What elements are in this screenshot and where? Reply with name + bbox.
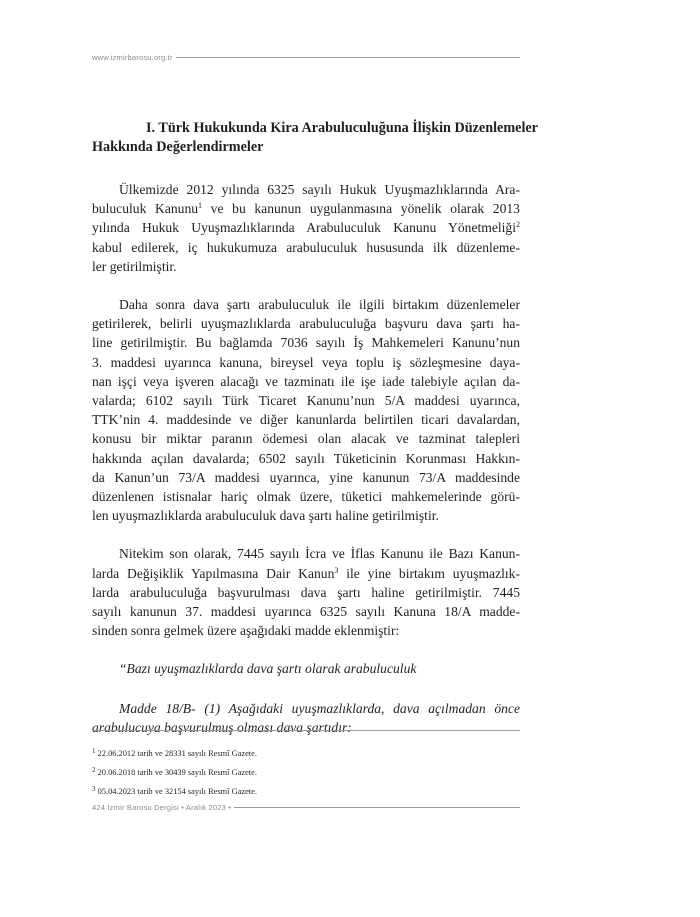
p1-line-3: yılında Hukuk Uyuşmazlıklarında Arabuluculuk Kanunu Yönetmeliği$^2$ xyxy=(92,220,520,236)
p2-line-4: 3. maddesi uyarınca kanuna, bireysel veya toplu iş sözleşmesine daya- xyxy=(92,354,520,370)
footnote-divider xyxy=(92,730,520,731)
paragraph-3 xyxy=(92,544,520,640)
header-url: www.izmirbarosu.org.tr xyxy=(92,53,173,62)
footnote-2: $^2$ 20.06.2018 tarih ve 30439 sayılı Resmî Gazete. xyxy=(92,766,257,777)
p2-line-8: konusu bir miktar paranın ödemesi olan alacak ve tazminat talepleri xyxy=(92,431,520,447)
p1-line-2: buluculuk Kanunu$^1$ ve bu kanunun uygulanmasına yönelik olarak 2013 xyxy=(92,201,520,217)
page-footer xyxy=(92,803,520,812)
section-heading-cont xyxy=(92,138,520,157)
page-body xyxy=(92,119,538,737)
p2-line-10: da Kanun’un 73/A maddesi uyarınca, yine kanunun 73/A maddesinde xyxy=(92,469,520,485)
footer-divider xyxy=(234,807,520,808)
footer-text: 424 İzmir Barosu Dergisi • Aralık 2023 • xyxy=(92,803,232,812)
quote-article-line-2: arabulucuya başvurulmuş olması dava şartıdır: xyxy=(92,719,352,735)
p2-line-1: Daha sonra dava şartı arabuluculuk ile ilgili birtakım düzenlemeler xyxy=(119,297,520,313)
p2-line-5: nan işçi veya işveren alacağı ve tazminatı ile işe iade talebiyle açılan da- xyxy=(92,373,520,389)
footnote-ref-3: 3 xyxy=(334,565,339,575)
p2-line-6: valarda; 6102 sayılı Türk Ticaret Kanunu’nun 5/A maddesi uyarınca, xyxy=(92,393,520,409)
footnote-number: 3 xyxy=(92,785,96,793)
footnote-1: $^1$ 22.06.2012 tarih ve 28331 sayılı Resmî Gazete. xyxy=(92,747,257,758)
p2-line-12: len uyuşmazlıklarda arabuluculuk dava şartı haline getirilmiştir. xyxy=(92,508,439,524)
heading-line-1: I. Türk Hukukunda Kira Arabuluculuğuna İlişkin Düzenlemeler xyxy=(146,120,538,136)
footnotes xyxy=(92,744,520,801)
section-heading xyxy=(92,119,538,138)
p1-line-5: ler getirilmiştir. xyxy=(92,258,177,274)
footnote-number: 1 xyxy=(92,747,96,755)
page-header xyxy=(92,53,520,62)
p3-line-3: larda arabuluculuğa başvurulması dava şartı haline getirilmiştir. 7445 xyxy=(92,584,520,600)
quote-title xyxy=(92,659,520,678)
p1-line-4: kabul edilerek, iç hukukumuza arabuluculuk hususunda ilk düzenleme- xyxy=(92,239,520,255)
p3-line-2: larda Değişiklik Yapılmasına Dair Kanun$^3$ ile yine birtakım uyuşmazlık- xyxy=(92,565,521,581)
footnote-ref-2: 2 xyxy=(516,220,520,230)
paragraph-1 xyxy=(92,180,520,276)
footnote-number: 2 xyxy=(92,766,96,774)
footnote-ref-1: 1 xyxy=(198,201,203,211)
header-divider xyxy=(176,57,520,58)
p3-line-5: sinden sonra gelmek üzere aşağıdaki madde eklenmiştir: xyxy=(92,623,400,639)
quote-article xyxy=(92,699,520,737)
quote-line-1: “Bazı uyuşmazlıklarda dava şartı olarak arabuluculuk xyxy=(119,661,417,677)
paragraph-2 xyxy=(92,295,520,525)
p2-line-7: TTK’nin 4. maddesinde ve diğer kanunlarda belirtilen ticari davalardan, xyxy=(92,412,520,428)
p2-line-2: getirilerek, belirli uyuşmazlıklarda arabuluculuğa başvuru dava şartı ha- xyxy=(92,316,520,332)
quote-article-line-1: Madde 18/B- (1) Aşağıdaki uyuşmazlıklarda, dava açılmadan önce xyxy=(119,700,520,716)
heading-line-2: Hakkında Değerlendirmeler xyxy=(92,139,264,155)
p2-line-11: düzenlenen istisnalar hariç olmak üzere, tüketici mahkemelerinde görü- xyxy=(92,489,520,505)
p1-line-1: Ülkemizde 2012 yılında 6325 sayılı Hukuk Uyuşmazlıklarında Ara- xyxy=(119,182,520,197)
p2-line-9: hakkında açılan davalarda; 6502 sayılı Tüketicinin Korunması Hakkın- xyxy=(92,450,520,466)
footnote-3: $^3$ 05.04.2023 tarih ve 32154 sayılı Resmî Gazete. xyxy=(92,785,257,796)
p3-line-1: Nitekim son olarak, 7445 sayılı İcra ve İflas Kanunu ile Bazı Kanun- xyxy=(119,546,520,562)
p2-line-3: line getirilmiştir. Bu bağlamda 7036 sayılı İş Mahkemeleri Kanunu’nun xyxy=(92,335,520,351)
p3-line-4: sayılı kanunun 37. maddesi uyarınca 6325 sayılı Kanuna 18/A madde- xyxy=(92,604,520,620)
